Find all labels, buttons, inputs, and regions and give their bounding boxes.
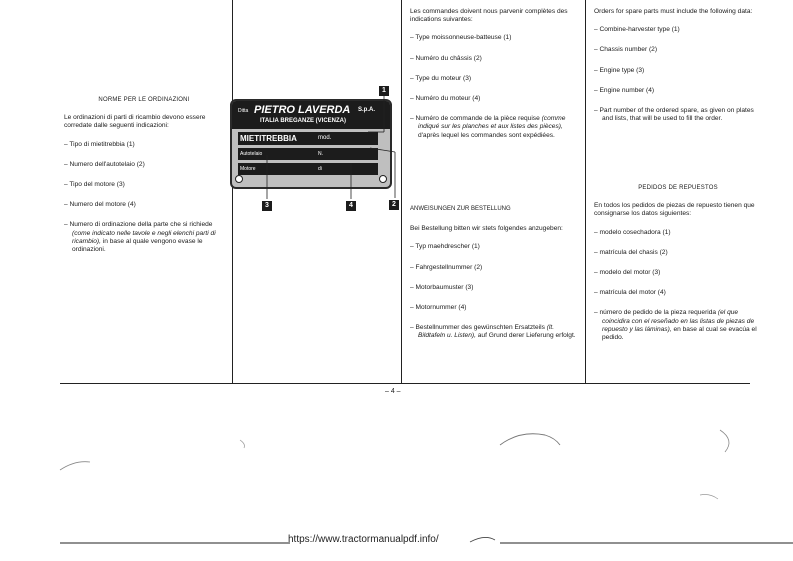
german-column (410, 205, 578, 353)
spanish-item-4: – matrícula del motor (4) (594, 289, 666, 297)
french-item-2: – Numéro du châssis (2) (410, 54, 482, 62)
callout-1: 1 (379, 86, 389, 96)
italian-item-5-text: – Numero di ordinazione della parte che si richiede (64, 221, 213, 229)
plate-brand-suffix: S.p.A. (358, 107, 376, 113)
french-item-5 (410, 115, 578, 140)
italian-heading: NORME PER LE ORDINAZIONI (98, 97, 190, 103)
german-item-5-text: – Bestellnummer des gewünschten Ersatzteils (410, 324, 547, 332)
spanish-item-5-emphasis: (el que coincidira con el reseñado en las listas de piezas de repuesto y las láminas), (602, 309, 755, 333)
french-intro: Les commandes doivent nous parvenir complètes des indications suivantes: (410, 8, 568, 24)
english-item-1: – Combine-harvester type (1) (594, 26, 680, 34)
plate-brand: PIETRO LAVERDA (254, 104, 351, 116)
plate-engine-suffix: di (318, 166, 322, 172)
plate-model: MIETITREBBIA (240, 134, 297, 143)
spanish-column (594, 184, 762, 354)
italian-item-2: – Numero dell'autotelaio (2) (64, 160, 145, 168)
german-item-3: – Motorbaumuster (3) (410, 283, 474, 291)
column-divider-3 (585, 0, 586, 384)
german-item-5-end: auf Grund derer Lieferung erfolgt. (475, 332, 576, 340)
german-item-1: – Typ maehdrescher (1) (410, 243, 480, 251)
french-item-4: – Numéro du moteur (4) (410, 95, 481, 103)
callout-3: 3 (262, 201, 272, 211)
plate-engine-label: Motore (240, 166, 256, 172)
plate-callout-lines (230, 80, 410, 220)
french-column (410, 8, 578, 152)
italian-item-5-emphasis: (come indicato nelle tavole e negli elenchi parti di ricambio), (72, 229, 216, 245)
german-item-2: – Fahrgestellnummer (2) (410, 263, 483, 271)
spanish-item-1: – modelo cosechadora (1) (594, 228, 671, 236)
german-item-5-emphasis: (lt. Bildtafeln u. Listen), (418, 324, 555, 340)
italian-item-3: – Tipo del motore (3) (64, 181, 125, 189)
spanish-item-5 (594, 309, 762, 342)
plate-chassis-label: Autotelaio (240, 151, 263, 157)
english-item-5: – Part number of the ordered spare, as given on plates and lists, that will be used to fill the order. (594, 107, 754, 123)
italian-item-4: – Numero del motore (4) (64, 201, 136, 209)
english-intro: Orders for spare parts must include the following data: (594, 8, 753, 15)
french-item-5-emphasis: (comme indiqué sur les planches et aux listes des pièces), (418, 115, 566, 131)
plate-brand-prefix: Ditta (238, 108, 249, 114)
page-number: – 4 – (385, 388, 401, 395)
german-item-4: – Motornummer (4) (410, 304, 467, 312)
english-item-4: – Engine number (4) (594, 86, 655, 94)
french-item-5-end: d'après lequel les commandes sont expédiées. (418, 131, 555, 139)
english-item-3: – Engine type (3) (594, 66, 645, 74)
english-item-2: – Chassis number (2) (594, 46, 658, 54)
plate-location: ITALIA BREGANZE (VICENZA) (260, 118, 346, 124)
spanish-item-2: – matrícula del chasis (2) (594, 248, 668, 256)
french-item-5-text: – Numéro de commande de la pièce requise (410, 115, 542, 123)
spanish-item-3: – modelo del motor (3) (594, 269, 661, 277)
italian-item-5 (64, 221, 224, 254)
spanish-item-5-text: – número de pedido de la pieza requerida (594, 309, 718, 317)
german-item-5 (410, 324, 578, 340)
plate-model-suffix: mod. (318, 135, 332, 141)
footer-url[interactable]: https://www.tractormanualpdf.info/ (288, 534, 439, 545)
french-item-3: – Type du moteur (3) (410, 74, 472, 82)
italian-item-1: – Tipo di mietitrebbia (1) (64, 140, 135, 148)
callout-2: 2 (389, 200, 399, 210)
spanish-intro: En todos los pedidos de piezas de repuesto tienen que consignarse los datos siguientes: (594, 202, 755, 218)
bottom-rule (60, 383, 750, 384)
plate-chassis-suffix: N. (318, 151, 323, 157)
spanish-heading: PEDIDOS DE REPUESTOS (638, 185, 718, 191)
french-item-1: – Type moissonneuse-batteuse (1) (410, 34, 512, 42)
italian-intro: Le ordinazioni di parti di ricambio devono essere corredate dalle seguenti indicazioni: (64, 114, 206, 130)
callout-4: 4 (346, 201, 356, 211)
english-column (594, 8, 762, 135)
german-intro: Bei Bestellung bitten wir stets folgendes anzugeben: (410, 225, 563, 233)
spanish-item-5-end: en base al cual se evacúa el pedido. (602, 325, 757, 342)
italian-item-5-end: in base al quale vengono evase le ordinazioni. (72, 237, 203, 254)
italian-column (64, 96, 224, 266)
german-heading: ANWEISUNGEN ZUR BESTELLUNG (410, 206, 511, 212)
